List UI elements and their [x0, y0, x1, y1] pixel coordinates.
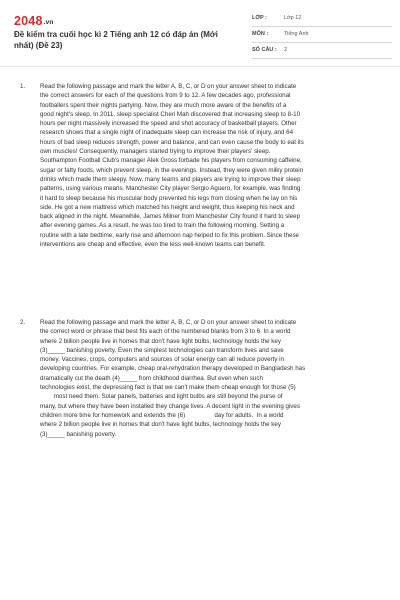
question-text: [40, 82, 380, 249]
text-line: dramatically cut the death (4)_____ from childhood diarrhea. But even when such: [40, 374, 263, 382]
page-title: Đề kiểm tra cuối học kì 2 Tiếng anh 12 có đáp án (Mới nhất) (Đề 23): [14, 30, 218, 50]
meta-label: SỐ CÂU :: [252, 47, 277, 53]
text-line: footballers spent their nights partying. Now, they are much more aware of the benefits of a: [40, 101, 287, 109]
text-line: technologies exist, the depressing fact is that we can't make them cheap enough for those (5): [40, 384, 296, 392]
meta-row-count: [252, 45, 392, 59]
text-line: patterns, using various means. Manchester City player Sergio Aguero, for example, was finding: [40, 185, 301, 193]
meta-value: Tiếng Anh: [284, 31, 309, 37]
text-line: where 2 billion people live in homes that don't have light bulbs, technology holds the key: [40, 337, 281, 345]
text-line: most need them. Solar panels, batteries and light bulbs are still beyond the purse of: [40, 393, 283, 401]
text-line: money. Vaccines, crops, computers and sources of solar energy can all reduce poverty in: [40, 356, 284, 364]
text-line: routine with a late bedtime, early rise and afternoon nap helped to fix this problem. Since these: [40, 231, 299, 239]
text-line: sugar or fatty foods, which prevent sleep, in the evenings. Instead, they were given milky protein: [40, 166, 304, 174]
meta-row-class: [252, 13, 392, 27]
question-2: [20, 318, 380, 439]
text-line: good night's sleep. In 2011, sleep specialist Cheri Mah discovered that increasing sleep to 8-10: [40, 110, 301, 118]
meta-label: LỚP :: [252, 15, 267, 21]
text-line: back aligned in the night. Meanwhile, James Milner from Manchester City found it hard to sleep: [40, 213, 301, 221]
text-line: (3)_____ banishing poverty. Even the simplest technologies can transform lives and save: [40, 346, 284, 354]
text-line: Read the following passage and mark the letter A, B, C, or D on your answer sheet to indicate: [40, 319, 297, 326]
text-line: own muscles! Consequently, managers started trying to improve their players' sleep.: [40, 148, 271, 156]
text-line: hours per night massively increased the speed and shot accuracy of basketball players. Other: [40, 120, 297, 128]
meta-row-subject: [252, 29, 392, 43]
text-line: developing countries. For example, cheap oral-rehydration therapy developed in Bangladesh has: [40, 365, 306, 373]
text-line: children more time for homework and extends the (6) day for adults. In a world: [40, 411, 284, 419]
text-line: research shows that a single night of inadequate sleep can increase the risk of injury, and 64: [40, 129, 294, 137]
question-text: [40, 318, 380, 439]
page-header: [0, 0, 400, 66]
text-line: many, but where they have been installed they change lives. A decent light in the evening gives: [40, 402, 300, 410]
meta-label: MÔN :: [252, 31, 269, 37]
text-line: the correct answers for each of the questions from 9 to 12. A few decades ago, professional: [40, 92, 291, 100]
text-line: after evening games. As a result, he was too tired to train the following morning. Setting a: [40, 222, 285, 230]
site-logo[interactable]: [14, 14, 54, 28]
text-line: drinks which made them sleepy. Now, many teams and players are trying to improve their sleep: [40, 175, 301, 183]
text-line: (3)_____ banishing poverty.: [40, 430, 117, 438]
question-1: [20, 82, 380, 249]
meta-panel: [252, 13, 392, 61]
question-number: 1.: [20, 83, 26, 90]
text-line: Southampton Football Club's manager Alek Gross forbade his players from consuming caffeine,: [40, 157, 302, 165]
logo-text: 2048: [14, 14, 43, 28]
logo-suffix: .vn: [43, 19, 54, 26]
meta-value: Lớp 12: [284, 15, 302, 21]
header-divider: [0, 66, 400, 67]
question-number: 2.: [20, 319, 26, 326]
text-line: the correct word or phrase that best fits each of the numbered blanks from 3 to 6. In a world: [40, 328, 291, 336]
text-line: interventions are cheap and effective, even the less well-known teams can benefit.: [40, 241, 266, 249]
text-line: Read the following passage and mark the letter A, B, C, or D on your answer sheet to indicate: [40, 83, 297, 90]
meta-value: 2: [284, 47, 288, 53]
text-line: where 2 billion people live in homes that don't have light bulbs, technology holds the key: [40, 421, 281, 429]
text-line: hours of bad sleep reduces strength, power and balance, and can even cause the body to eat its: [40, 138, 304, 146]
text-line: side. He got a new mattress which matched his height and weight, thus keeping his neck and: [40, 203, 295, 211]
text-line: it hard to sleep because his muscular body prevented his legs from closing when he lay on his: [40, 194, 298, 202]
